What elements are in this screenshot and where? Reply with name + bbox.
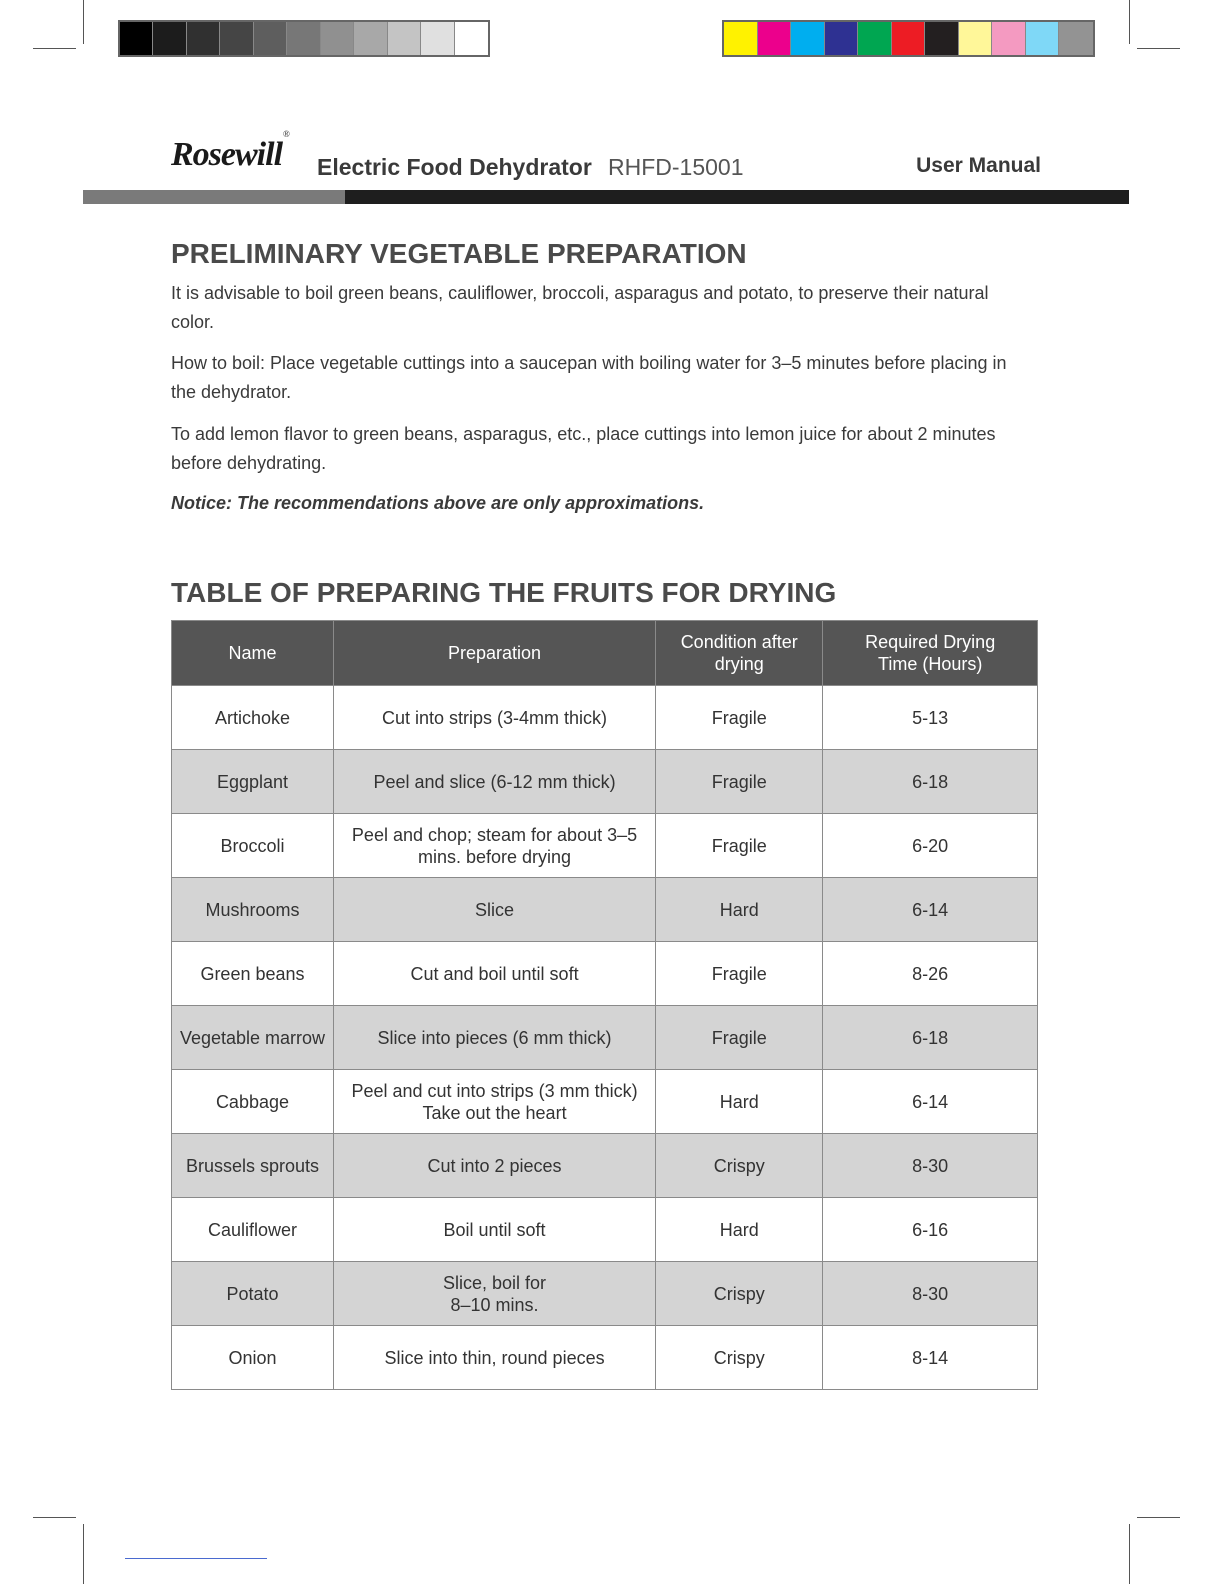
brand-logo (171, 128, 289, 174)
grayscale-calibration-bar (118, 20, 490, 57)
color-swatch (120, 22, 153, 55)
cell-drying-time: 6-14 (823, 878, 1038, 942)
column-header-name: Name (172, 621, 334, 686)
cell-drying-time: 6-18 (823, 750, 1038, 814)
color-swatch (758, 22, 792, 55)
cell-condition: Crispy (656, 1262, 823, 1326)
paragraph-boil-advice: It is advisable to boil green beans, cauliflower, broccoli, asparagus and potato, to preserve their natural color. (171, 283, 989, 332)
cell-preparation: Peel and chop; steam for about 3–5 mins. before drying (333, 814, 655, 878)
cell-condition: Fragile (656, 750, 823, 814)
cell-preparation: Cut into strips (3-4mm thick) (333, 686, 655, 750)
color-swatch (791, 22, 825, 55)
product-name: Electric Food Dehydrator (317, 154, 592, 180)
color-swatch (354, 22, 387, 55)
color-swatch (1059, 22, 1093, 55)
cell-drying-time: 8-30 (823, 1262, 1038, 1326)
cell-name: Brussels sprouts (172, 1134, 334, 1198)
cell-condition: Crispy (656, 1134, 823, 1198)
color-swatch (321, 22, 354, 55)
cell-condition: Fragile (656, 1006, 823, 1070)
cell-condition: Fragile (656, 942, 823, 1006)
table-row (172, 1006, 1038, 1070)
color-swatch (1026, 22, 1060, 55)
color-swatch (287, 22, 320, 55)
crop-mark (1137, 1517, 1180, 1518)
cell-preparation: Boil until soft (333, 1198, 655, 1262)
crop-mark (1129, 1524, 1130, 1584)
color-swatch (959, 22, 993, 55)
cell-name: Green beans (172, 942, 334, 1006)
color-swatch (892, 22, 926, 55)
cell-name: Eggplant (172, 750, 334, 814)
cell-name: Cabbage (172, 1070, 334, 1134)
crop-mark (83, 0, 84, 44)
cell-name: Artichoke (172, 686, 334, 750)
color-swatch (153, 22, 186, 55)
crop-mark (1129, 0, 1130, 44)
header-rule-light (83, 190, 345, 204)
cell-name: Vegetable marrow (172, 1006, 334, 1070)
cell-drying-time: 6-20 (823, 814, 1038, 878)
cell-preparation: Slice, boil for 8–10 mins. (333, 1262, 655, 1326)
cell-condition: Hard (656, 1070, 823, 1134)
table-row (172, 1326, 1038, 1390)
cell-name: Cauliflower (172, 1198, 334, 1262)
cell-preparation: Slice (333, 878, 655, 942)
cell-preparation: Slice into thin, round pieces (333, 1326, 655, 1390)
paragraph-how-to-boil: How to boil: Place vegetable cuttings into a saucepan with boiling water for 3–5 minutes before placing in the dehydrator. (171, 353, 1007, 402)
color-swatch (992, 22, 1026, 55)
cell-condition: Crispy (656, 1326, 823, 1390)
table-row (172, 1262, 1038, 1326)
section-title-table: TABLE OF PREPARING THE FRUITS FOR DRYING (171, 577, 837, 608)
crop-mark (33, 1517, 76, 1518)
cell-drying-time: 8-30 (823, 1134, 1038, 1198)
color-swatch (220, 22, 253, 55)
crop-mark (33, 48, 76, 49)
preparation-table (171, 620, 1038, 1390)
document-type: User Manual (916, 154, 1041, 177)
paragraph-lemon-flavor: To add lemon flavor to green beans, asparagus, etc., place cuttings into lemon juice for about 2 minutes before dehydrating. (171, 424, 996, 473)
color-swatch (925, 22, 959, 55)
cell-condition: Hard (656, 878, 823, 942)
cell-name: Potato (172, 1262, 334, 1326)
table-header-row (172, 621, 1038, 686)
cell-preparation: Cut and boil until soft (333, 942, 655, 1006)
table-row (172, 686, 1038, 750)
brand-name: Rosewill (171, 136, 283, 173)
crop-mark (1137, 48, 1180, 49)
color-swatch (724, 22, 758, 55)
footer-line (125, 1558, 267, 1559)
color-swatch (187, 22, 220, 55)
cell-drying-time: 6-14 (823, 1070, 1038, 1134)
table-row (172, 1134, 1038, 1198)
header-rule-dark (345, 190, 1129, 204)
color-swatch (825, 22, 859, 55)
model-number: RHFD-15001 (608, 154, 744, 180)
cell-preparation: Slice into pieces (6 mm thick) (333, 1006, 655, 1070)
color-swatch (388, 22, 421, 55)
cell-drying-time: 6-16 (823, 1198, 1038, 1262)
color-calibration-bar (722, 20, 1095, 57)
column-header-preparation: Preparation (333, 621, 655, 686)
cell-drying-time: 5-13 (823, 686, 1038, 750)
color-swatch (455, 22, 488, 55)
table-row (172, 1070, 1038, 1134)
table-row (172, 814, 1038, 878)
cell-preparation: Cut into 2 pieces (333, 1134, 655, 1198)
table-row (172, 942, 1038, 1006)
table-row (172, 750, 1038, 814)
column-header-condition: Condition after drying (656, 621, 823, 686)
cell-condition: Fragile (656, 686, 823, 750)
column-header-drying-time: Required Drying Time (Hours) (823, 621, 1038, 686)
cell-condition: Fragile (656, 814, 823, 878)
registered-mark: ® (283, 128, 289, 139)
cell-name: Mushrooms (172, 878, 334, 942)
table-row (172, 878, 1038, 942)
cell-condition: Hard (656, 1198, 823, 1262)
cell-drying-time: 6-18 (823, 1006, 1038, 1070)
notice-text: Notice: The recommendations above are only approximations. (171, 493, 705, 513)
cell-drying-time: 8-14 (823, 1326, 1038, 1390)
color-swatch (858, 22, 892, 55)
table-row (172, 1198, 1038, 1262)
crop-mark (83, 1524, 84, 1584)
cell-preparation: Peel and slice (6-12 mm thick) (333, 750, 655, 814)
cell-drying-time: 8-26 (823, 942, 1038, 1006)
cell-preparation: Peel and cut into strips (3 mm thick) Take out the heart (333, 1070, 655, 1134)
color-swatch (254, 22, 287, 55)
cell-name: Onion (172, 1326, 334, 1390)
section-title-preliminary: PRELIMINARY VEGETABLE PREPARATION (171, 238, 747, 269)
page-header (171, 128, 1041, 186)
cell-name: Broccoli (172, 814, 334, 878)
color-swatch (421, 22, 454, 55)
